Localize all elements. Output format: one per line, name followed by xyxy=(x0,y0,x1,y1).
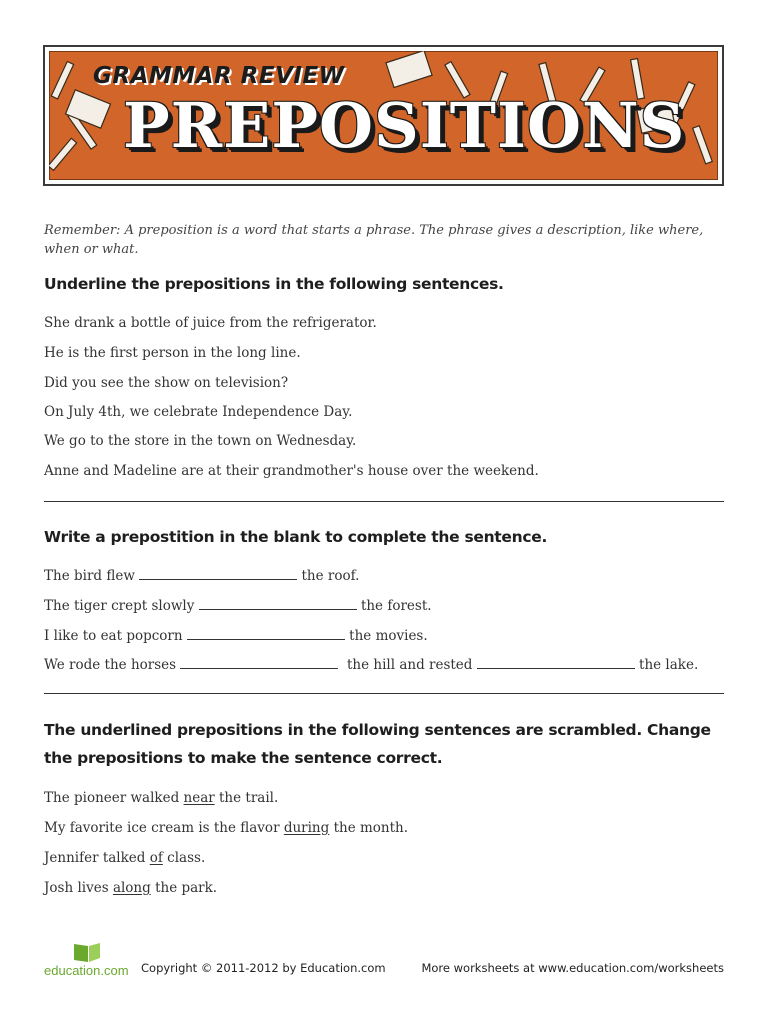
item-text-middle: the hill and rested xyxy=(346,657,473,673)
section1-sentence: Anne and Madeline are at their grandmother's house over the weekend. xyxy=(44,463,539,479)
item-text-after: the forest. xyxy=(360,598,432,614)
section1-sentence: She drank a bottle of juice from the refrigerator. xyxy=(44,315,377,331)
item-text-after: the month. xyxy=(333,820,409,836)
answer-blank[interactable] xyxy=(139,567,297,580)
section1-sentence: On July 4th, we celebrate Independence Day. xyxy=(44,404,353,420)
scrambled-item xyxy=(44,879,217,897)
logo-text: education.com xyxy=(44,963,129,978)
section-divider xyxy=(44,501,724,502)
item-text-after: the trail. xyxy=(219,790,279,806)
item-text-after: class. xyxy=(167,850,206,866)
open-book-icon xyxy=(44,940,136,980)
item-text-after: the park. xyxy=(155,880,218,896)
underlined-preposition: of xyxy=(149,850,163,866)
item-text-after: the lake. xyxy=(639,657,699,673)
answer-blank[interactable] xyxy=(187,627,345,640)
underlined-preposition: along xyxy=(112,880,151,896)
item-text-before: We rode the horses xyxy=(44,657,177,673)
section-divider xyxy=(44,693,724,694)
intro-text: Remember: A preposition is a word that starts a phrase. The phrase gives a description, like where, when or what. xyxy=(44,223,704,257)
item-text-before: I like to eat popcorn xyxy=(44,628,183,644)
item-text-before: My favorite ice cream is the flavor xyxy=(44,820,280,836)
fill-blank-item xyxy=(44,597,432,615)
banner-subtitle: GRAMMAR REVIEW xyxy=(93,63,345,89)
scrambled-item xyxy=(44,789,278,807)
item-text-before: The pioneer walked xyxy=(44,790,180,806)
copyright-text: Copyright © 2011-2012 by Education.com xyxy=(141,961,386,975)
item-text-before: The bird flew xyxy=(44,568,135,584)
item-text-after: the roof. xyxy=(301,568,360,584)
answer-blank[interactable] xyxy=(180,656,338,669)
education-logo[interactable] xyxy=(44,940,136,980)
underlined-preposition: near xyxy=(183,790,215,806)
fill-blank-item xyxy=(44,627,428,645)
section1-sentence: Did you see the show on television? xyxy=(44,375,289,391)
answer-blank[interactable] xyxy=(477,656,635,669)
banner-background xyxy=(49,51,718,180)
item-text-before: The tiger crept slowly xyxy=(44,598,195,614)
scrambled-item xyxy=(44,849,205,867)
section2-heading: Write a prepostition in the blank to complete the sentence. xyxy=(44,528,548,546)
more-worksheets-link[interactable]: More worksheets at www.education.com/worksheets xyxy=(421,961,724,975)
fill-blank-item xyxy=(44,656,698,674)
fill-blank-item xyxy=(44,567,359,585)
item-text-before: Jennifer talked xyxy=(44,850,146,866)
item-text-before: Josh lives xyxy=(44,880,109,896)
banner-title: PREPOSITIONS xyxy=(123,89,686,162)
section1-sentence: He is the first person in the long line. xyxy=(44,345,301,361)
section3-heading: The underlined prepositions in the following sentences are scrambled. Change the prepositions to make the sentence correct. xyxy=(44,721,711,767)
scrambled-item xyxy=(44,819,408,837)
answer-blank[interactable] xyxy=(199,597,357,610)
section1-sentence: We go to the store in the town on Wednesday. xyxy=(44,433,357,449)
title-banner xyxy=(43,45,724,186)
section1-heading: Underline the prepositions in the following sentences. xyxy=(44,275,504,293)
item-text-after: the movies. xyxy=(349,628,428,644)
underlined-preposition: during xyxy=(283,820,330,836)
